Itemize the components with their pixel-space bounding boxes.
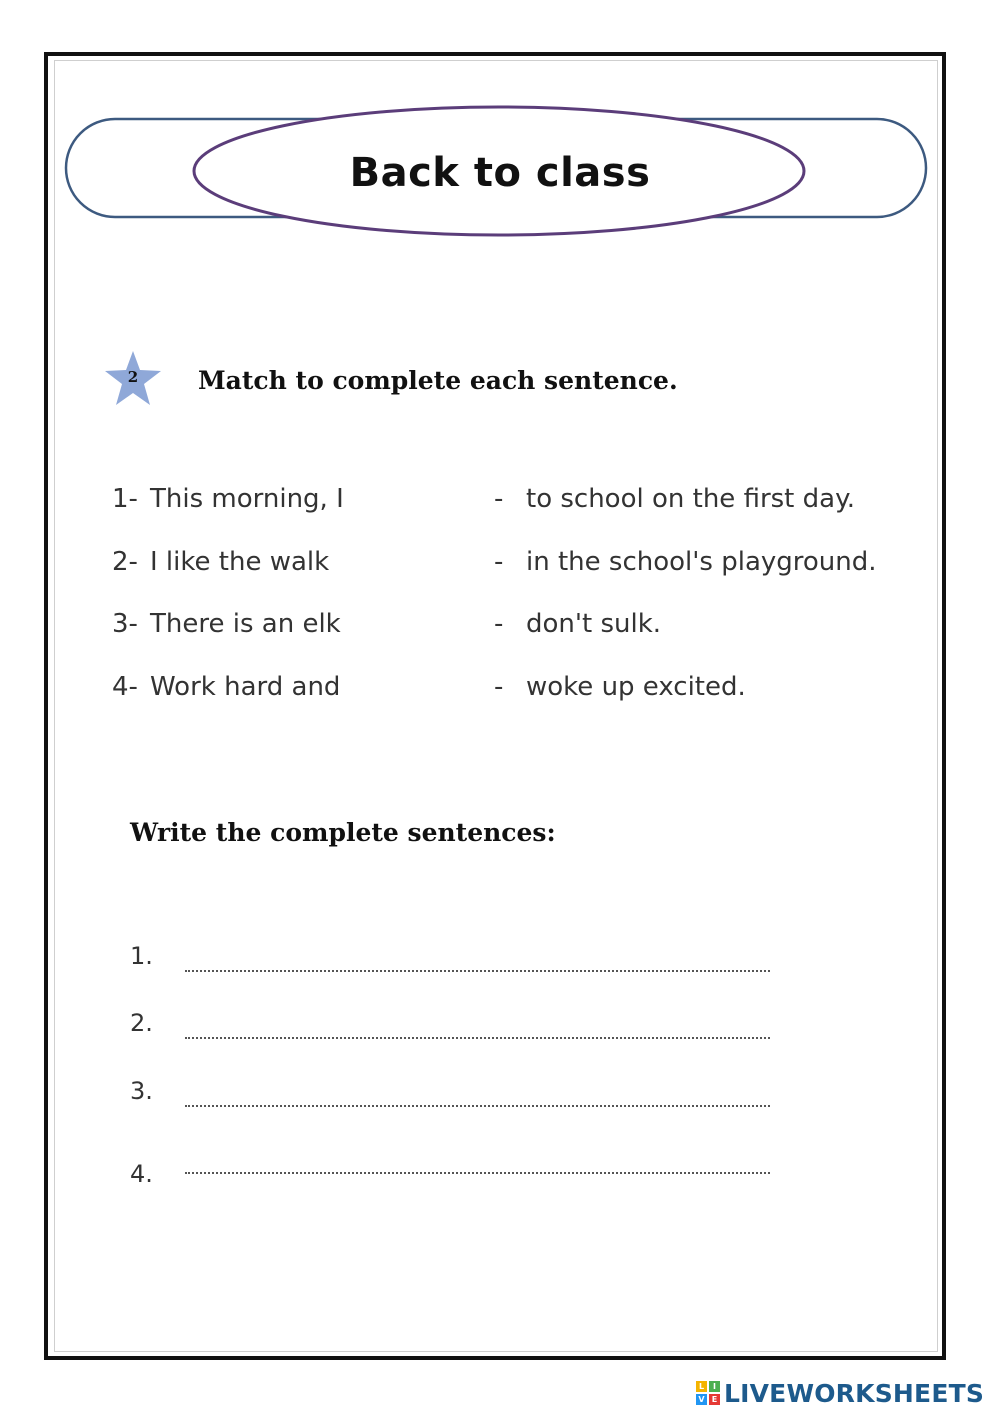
answer-line-2[interactable]: [130, 1009, 780, 1049]
sentence-start-1: [112, 482, 344, 545]
start-number: 1-: [112, 484, 138, 514]
sentence-start-4: [112, 670, 344, 733]
answer-dotted-line[interactable]: [185, 1105, 770, 1107]
start-number: 3-: [112, 609, 138, 639]
start-number: 2-: [112, 546, 138, 577]
logo-text: LIVEWORKSHEETS: [724, 1378, 985, 1408]
answer-dotted-line[interactable]: [185, 1172, 770, 1174]
ending-dash: -: [494, 671, 504, 702]
answer-dotted-line[interactable]: [185, 1037, 770, 1039]
sentence-ending-4[interactable]: [494, 670, 877, 733]
start-number: 4-: [112, 671, 138, 702]
start-text: There is an elk: [150, 609, 341, 639]
sentence-endings-column: [494, 482, 877, 732]
ending-text: woke up excited.: [526, 671, 746, 702]
answer-number: 1.: [130, 942, 153, 970]
sentence-ending-2[interactable]: [494, 545, 877, 608]
answer-number: 4.: [130, 1160, 153, 1188]
ending-text: in the school's playground.: [526, 546, 877, 577]
exercise-star: [104, 350, 162, 406]
answer-dotted-line[interactable]: [185, 970, 770, 972]
instruction-heading: Match to complete each sentence.: [198, 366, 678, 395]
ending-dash: -: [494, 609, 504, 639]
exercise-number: 2: [127, 368, 139, 386]
sentence-start-2: [112, 545, 344, 608]
start-text: I like the walk: [150, 546, 330, 577]
liveworksheets-logo[interactable]: [696, 1378, 984, 1408]
sentence-ending-3[interactable]: [494, 607, 877, 670]
answer-line-4[interactable]: [130, 1160, 780, 1200]
title-banner: [0, 0, 1000, 260]
page-title: Back to class: [349, 150, 651, 196]
ending-dash: -: [494, 546, 504, 577]
start-text: This morning, I: [150, 484, 344, 514]
sentence-start-3: [112, 607, 344, 670]
answer-line-3[interactable]: [130, 1077, 780, 1117]
answer-line-1[interactable]: [130, 942, 780, 982]
answer-number: 3.: [130, 1077, 153, 1105]
sentence-ending-1[interactable]: [494, 482, 877, 545]
logo-icon: L I V E: [696, 1381, 720, 1405]
ending-dash: -: [494, 484, 504, 514]
sentence-starts-column: [112, 482, 344, 732]
start-text: Work hard and: [150, 671, 341, 702]
ending-text: to school on the first day.: [526, 484, 856, 514]
answer-number: 2.: [130, 1009, 153, 1037]
write-sentences-heading: Write the complete sentences:: [130, 818, 556, 847]
ending-text: don't sulk.: [526, 609, 662, 639]
